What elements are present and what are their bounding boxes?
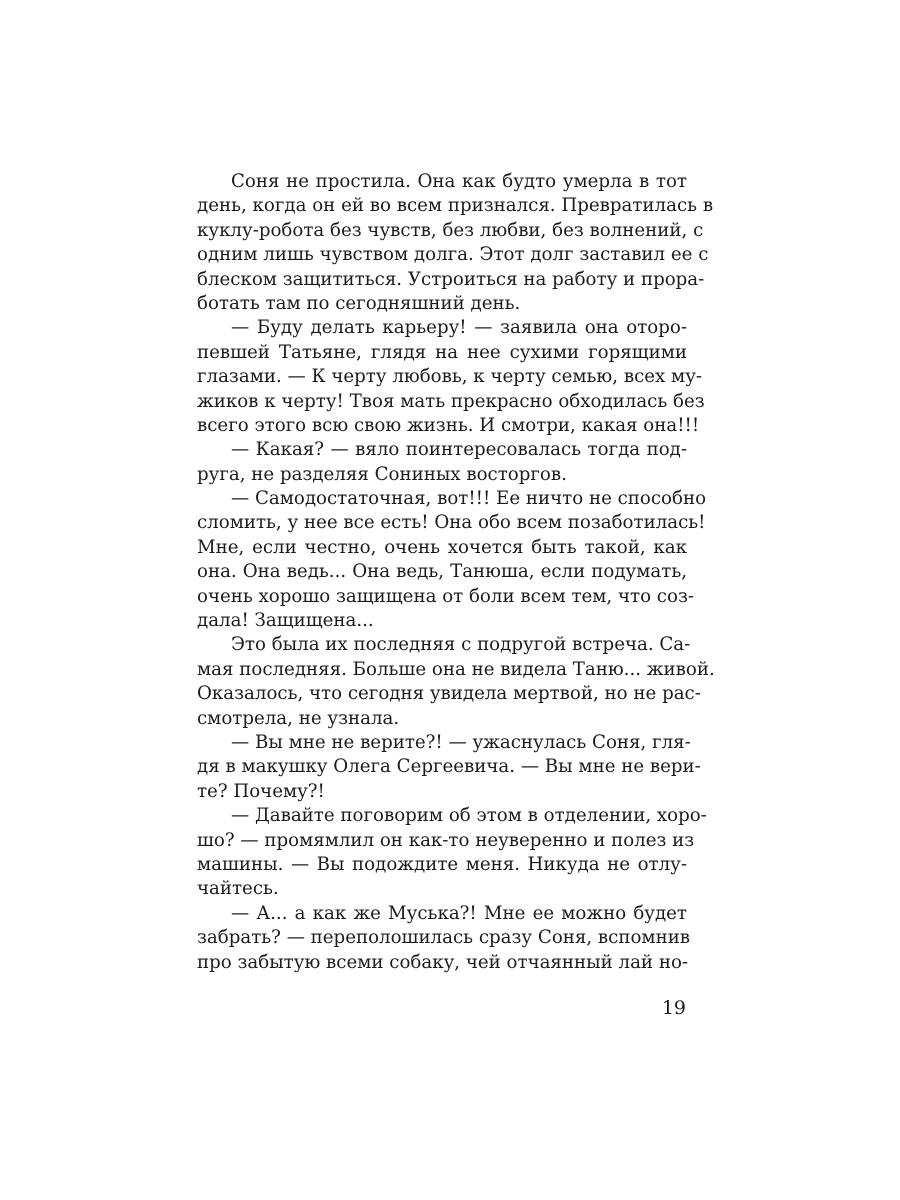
text-line: Оказалось, что сегодня увидела мертвой, но не рас- [197,683,701,705]
text-line: сломить, у нее все есть! Она обо всем позаботилась! [197,512,706,534]
text-line: забрать? — переполошилась сразу Соня, вспомнив [197,927,691,949]
text-line: — А... а как же Муська?! Мне ее можно будет [231,902,687,924]
text-line: Соня не простила. Она как будто умерла в тот [231,171,687,192]
text-line: смотрела, не узнала. [197,707,400,729]
text-line: дала! Защищена... [197,610,374,632]
text-line: Это была их последняя с подругой встреча. Са- [231,634,691,656]
text-line: мая последняя. Больше она не видела Таню... живой. [197,658,715,680]
text-line: одним лишь чувством долга. Этот долг заставил ее с [197,244,709,266]
text-line: — Самодостаточная, вот!!! Ее ничто не способно [231,488,707,510]
text-line: Мне, если честно, очень хочется быть такой, как [197,536,687,558]
text-line: — Буду делать карьеру! — заявила она оторо- [231,317,687,339]
text-line: певшей Татьяне, глядя на нее сухими горящими [197,341,687,363]
text-line: она. Она ведь... Она ведь, Танюша, если подумать, [197,561,687,583]
text-line: всего этого всю свою жизнь. И смотри, какая она!!! [197,414,700,436]
text-line: — Какая? — вяло поинтересовалась тогда под- [231,439,687,461]
text-line: те? Почему?! [197,780,325,802]
text-line: дя в макушку Олега Сергеевича. — Вы мне не вери- [197,756,701,778]
text-line: чайтесь. [197,878,279,900]
text-line: очень хорошо защищена от боли всем тем, что соз- [197,585,695,607]
text-line: про забытую всеми собаку, чей отчаянный лай но- [197,951,689,973]
text-line: глазами. — К черту любовь, к черту семью, всех му- [197,366,703,388]
text-line: машины. — Вы подождите меня. Никуда не отлу- [197,853,687,875]
text-line: — Вы мне не верите?! — ужаснулась Соня, гля- [231,731,691,753]
text-line: руга, не разделяя Сониных восторгов. [197,463,567,485]
text-line: ботать там по сегодняшний день. [197,292,521,314]
text-line: день, когда он ей во всем признался. Превратилась в [197,195,714,217]
text-line: жиков к черту! Твоя мать прекрасно обходилась без [197,390,705,412]
body-text [197,170,715,975]
text-line: — Давайте поговорим об этом в отделении, хоро- [231,805,707,827]
page-number: 19 [661,997,686,1019]
text-line: куклу-робота без чувств, без любви, без волнений, с [197,219,704,241]
text-line: блеском защититься. Устроиться на работу и прора- [197,268,705,290]
text-line: шо? — промямлил он как-то неуверенно и полез из [197,829,695,851]
